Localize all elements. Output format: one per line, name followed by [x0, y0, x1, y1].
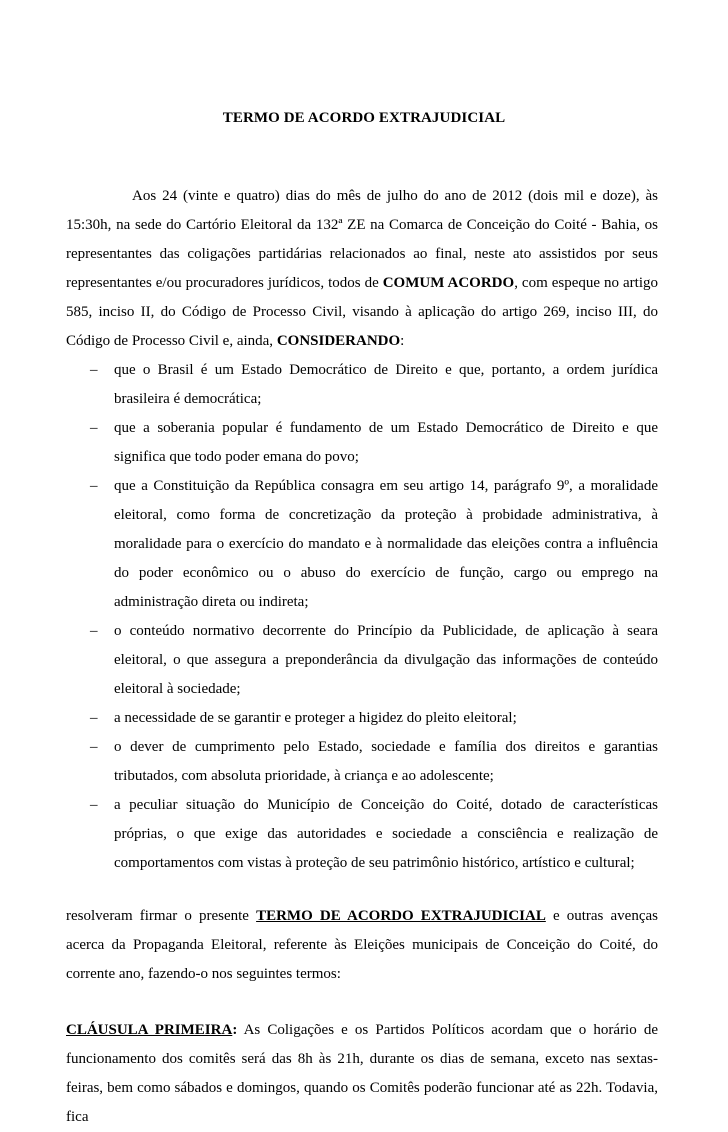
clause-one-colon: :	[232, 1022, 238, 1038]
intro-paragraph	[66, 182, 658, 356]
clause-one-heading: CLÁUSULA PRIMEIRA	[66, 1022, 233, 1038]
list-item-text: a necessidade de se garantir e proteger a higidez do pleito eleitoral;	[114, 710, 517, 726]
list-item-text: o dever de cumprimento pelo Estado, sociedade e família dos direitos e garantias tributados, com absoluta prioridade, à criança e ao adolescente;	[114, 739, 658, 784]
list-item-text: que o Brasil é um Estado Democrático de Direito e que, portanto, a ordem jurídica brasileira é democrática;	[114, 362, 658, 407]
list-item	[66, 617, 658, 704]
list-item	[66, 472, 658, 617]
resolution-paragraph	[66, 902, 658, 989]
clause-one-paragraph	[66, 1016, 658, 1132]
list-item-text: a peculiar situação do Município de Conceição do Coité, dotado de características próprias, o que exige das autoridades e sociedade a consciência e realização de comportamentos com vistas à proteção de seu patrimônio histórico, artístico e cultural;	[114, 797, 658, 871]
list-item	[66, 356, 658, 414]
list-item-text: que a soberania popular é fundamento de um Estado Democrático de Direito e que significa que todo poder emana do povo;	[114, 420, 658, 465]
document-title: TERMO DE ACORDO EXTRAJUDICIAL	[222, 110, 506, 126]
list-item-text: que a Constituição da República consagra em seu artigo 14, parágrafo 9º, a moralidade eleitoral, como forma de concretização da proteção à probidade administrativa, à moralidade para o exercício do mandato e à normalidade das eleições contra a influência do poder econômico ou o abuso do exercício de função, cargo ou emprego na administração direta ou indireta;	[114, 478, 658, 610]
intro-text-1: Aos 24 (vinte e quatro) dias do mês de julho do ano de 2012 (dois mil e doze), às 15:30h, na sede do Cartório Eleitoral da 132ª ZE na Comarca de Conceição do Coité - Bahia, os representantes das coligações partidárias relacionados ao final, neste ato assistidos por seus representantes e/ou procuradores jurídicos, todos de	[66, 188, 658, 291]
list-item	[66, 704, 658, 733]
list-item	[66, 791, 658, 878]
list-item-text: o conteúdo normativo decorrente do Princípio da Publicidade, de aplicação à seara eleitoral, o que assegura a preponderância da divulgação das informações de conteúdo eleitoral à sociedade;	[114, 623, 658, 697]
list-dash: –	[90, 478, 98, 494]
list-item	[66, 733, 658, 791]
list-dash: –	[90, 362, 98, 378]
intro-text-3: :	[400, 333, 405, 349]
intro-text-2: , com espeque no artigo 585, inciso II, do Código de Processo Civil, visando à aplicação do artigo 269, inciso III, do Código de Processo Civil e, ainda,	[66, 275, 658, 349]
list-dash: –	[90, 623, 98, 639]
spacer	[66, 878, 658, 902]
intro-bold-considerando: CONSIDERANDO	[276, 333, 401, 349]
considerations-list	[66, 356, 658, 878]
document-body	[66, 182, 658, 1132]
clause-one-text: As Coligações e os Partidos Políticos acordam que o horário de funcionamento dos comitês será das 8h às 21h, durante os dias de semana, exceto nas sextas-feiras, bem como sábados e domingos, quando os Comitês poderão funcionar até as 22h. Todavia, fica	[66, 1022, 659, 1125]
resolution-bold-title: TERMO DE ACORDO EXTRAJUDICIAL	[256, 908, 546, 924]
spacer	[66, 989, 658, 1016]
list-dash: –	[90, 710, 98, 726]
list-item	[66, 414, 658, 472]
intro-bold-comum-acordo: COMUM ACORDO	[382, 275, 515, 291]
list-dash: –	[90, 420, 98, 436]
list-dash: –	[90, 797, 98, 813]
resolution-text-1: resolveram firmar o presente	[66, 908, 257, 924]
resolution-text-2: e outras avenças acerca da Propaganda Eleitoral, referente às Eleições municipais de Conceição do Coité, do corrente ano, fazendo-o nos seguintes termos:	[66, 908, 658, 982]
list-dash: –	[90, 739, 98, 755]
